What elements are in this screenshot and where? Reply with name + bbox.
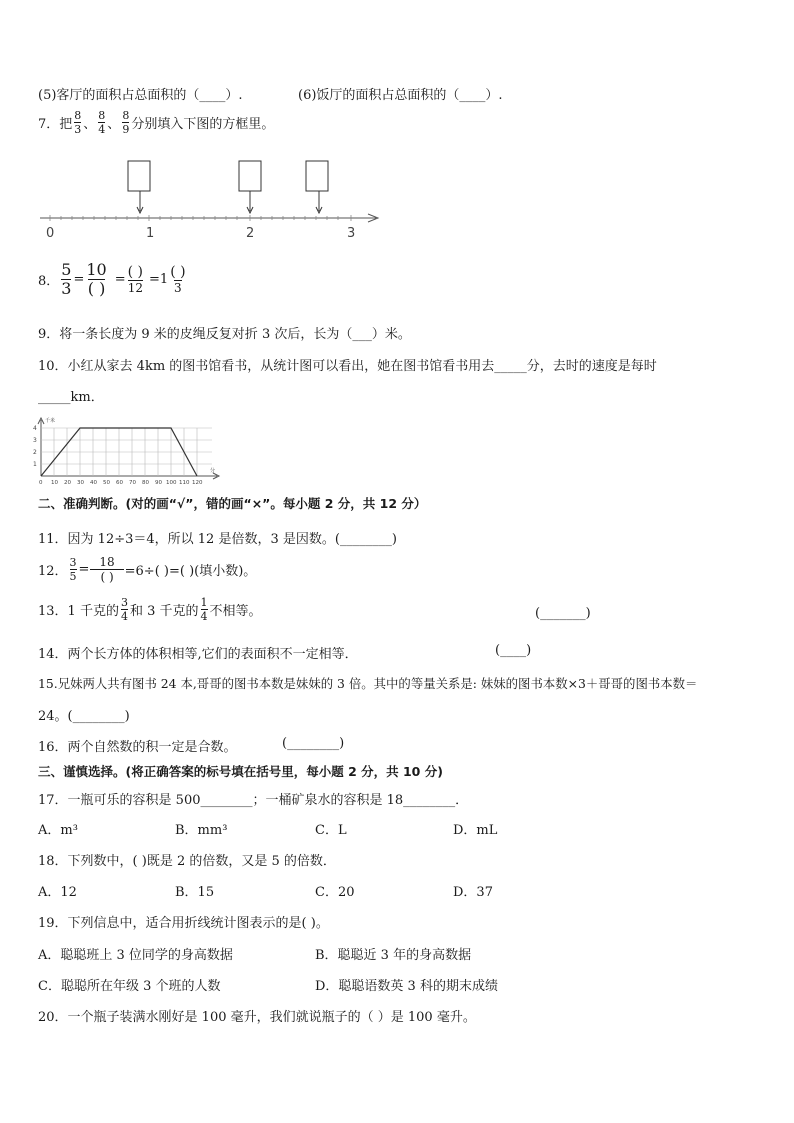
svg-text:120: 120: [192, 480, 203, 486]
q19-option-a[interactable]: A．聪聪班上 3 位同学的身高数据: [38, 948, 233, 963]
svg-text:90: 90: [155, 480, 162, 486]
question-18: 18．下列数中，( )既是 2 的倍数，又是 5 的倍数．: [38, 854, 336, 869]
q7-suffix: 分别填入下图的方框里。: [131, 117, 275, 132]
q7-fraction-1: $\frac{8}{3}$: [74, 109, 82, 136]
q17-option-a[interactable]: A．m³: [38, 823, 78, 838]
question-15-line-2: 24。(________): [38, 709, 130, 724]
q18-option-a[interactable]: A．12: [38, 885, 77, 900]
question-6: (6)饭厅的面积占总面积的（____）.: [298, 88, 503, 103]
q8-fraction-4: $\frac{( )}{3}$: [170, 264, 186, 295]
q13-fraction-2: $\frac{1}{4}$: [200, 596, 208, 623]
q7-box-3[interactable]: [306, 161, 328, 191]
q7-tick-1: 1: [146, 226, 155, 241]
q13-answer-blank[interactable]: (_______): [535, 606, 591, 621]
question-19: 19．下列信息中，适合用折线统计图表示的是( )。: [38, 916, 329, 931]
q18-option-b[interactable]: B．15: [175, 885, 215, 900]
q13-fraction-1: $\frac{3}{4}$: [120, 596, 128, 623]
q18-option-d[interactable]: D．37: [453, 885, 493, 900]
question-16: 16．两个自然数的积一定是合数。: [38, 740, 237, 755]
svg-text:70: 70: [129, 480, 136, 486]
question-8: 8． $\frac{5}{3}$ = $\frac{10}{( )}$ = $\frac{( )}{12}$ =1 $\frac{( )}{3}$: [38, 260, 186, 298]
q7-fraction-3: $\frac{8}{9}$: [122, 109, 130, 136]
question-7: 7．把 $\frac{8}{3}$ 、 $\frac{8}{4}$ 、 $\frac{8}{9}$ 分别填入下图的方框里。: [38, 109, 275, 136]
q12-fraction-1: $\frac{3}{5}$: [69, 556, 77, 583]
question-10-line-2: _____km．: [38, 390, 104, 405]
q16-answer-blank[interactable]: (________): [282, 736, 345, 751]
q17-option-b[interactable]: B．mm³: [175, 823, 228, 838]
question-5: (5)客厅的面积占总面积的（____）.: [38, 88, 243, 103]
svg-text:60: 60: [116, 480, 123, 486]
svg-text:分: 分: [210, 468, 216, 474]
svg-text:2: 2: [33, 449, 37, 456]
q10-chart: [32, 414, 222, 486]
q7-fraction-2: $\frac{8}{4}$: [98, 109, 106, 136]
q17-option-d[interactable]: D．mL: [453, 823, 498, 838]
svg-text:千米: 千米: [45, 418, 56, 424]
q7-number-line: [36, 155, 386, 245]
svg-text:1: 1: [33, 461, 37, 468]
svg-text:100: 100: [166, 480, 177, 486]
section-2-heading: 二、准确判断。(对的画“√”，错的画“×”。每小题 2 分，共 12 分）: [38, 496, 427, 511]
q19-option-c[interactable]: C．聪聪所在年级 3 个班的人数: [38, 979, 221, 994]
q19-option-b[interactable]: B．聪聪近 3 年的身高数据: [315, 948, 472, 963]
q7-tick-3: 3: [347, 226, 356, 241]
q19-option-d[interactable]: D．聪聪语数英 3 科的期末成绩: [315, 979, 498, 994]
q8-fraction-2: $\frac{10}{( )}$: [86, 260, 107, 298]
q12-fraction-2: $\frac{18}{( )}$: [90, 556, 123, 583]
svg-text:40: 40: [90, 480, 97, 486]
q7-tick-2: 2: [246, 226, 255, 241]
svg-text:50: 50: [103, 480, 110, 486]
svg-text:10: 10: [51, 480, 58, 486]
section-3-heading: 三、谨慎选择。(将正确答案的标号填在括号里，每小题 2 分，共 10 分): [38, 764, 443, 779]
q7-box-1[interactable]: [128, 161, 150, 191]
q8-fraction-1: $\frac{5}{3}$: [61, 260, 72, 298]
svg-text:80: 80: [142, 480, 149, 486]
q18-option-c[interactable]: C．20: [315, 885, 355, 900]
question-12: 12． $\frac{3}{5}$ = $\frac{18}{( )}$ =6÷( )=( )(填小数)。: [38, 555, 257, 584]
q17-option-c[interactable]: C．L: [315, 823, 347, 838]
question-20: 20．一个瓶子装满水刚好是 100 毫升，我们就说瓶子的（ ）是 100 毫升。: [38, 1010, 476, 1025]
svg-text:20: 20: [64, 480, 71, 486]
svg-text:30: 30: [77, 480, 84, 486]
question-13: 13．1 千克的 $\frac{3}{4}$ 和 3 千克的 $\frac{1}{4}$ 不相等。: [38, 596, 262, 623]
question-15-line-1: 15.兄妹两人共有图书 24 本,哥哥的图书本数是妹妹的 3 倍。其中的等量关系是: 妹妹的图书本数×3＋哥哥的图书本数＝: [38, 676, 698, 691]
question-11: 11．因为 12÷3＝4，所以 12 是倍数，3 是因数。(________): [38, 532, 398, 547]
svg-text:3: 3: [33, 437, 37, 444]
question-14: 14．两个长方体的体积相等,它们的表面积不一定相等．: [38, 647, 358, 662]
q7-box-2[interactable]: [239, 161, 261, 191]
question-9: 9．将一条长度为 9 米的皮绳反复对折 3 次后，长为（___）米。: [38, 327, 411, 342]
svg-text:4: 4: [33, 425, 37, 432]
svg-text:110: 110: [179, 480, 190, 486]
question-17: 17．一瓶可乐的容积是 500________；一桶矿泉水的容积是 18________．: [38, 793, 469, 808]
q14-answer-blank[interactable]: (____): [495, 643, 532, 658]
q8-fraction-3: $\frac{( )}{12}$: [127, 264, 144, 295]
question-10-line-1: 10．小红从家去 4km 的图书馆看书，从统计图可以看出，她在图书馆看书用去_____分，去时的速度是每时: [38, 359, 657, 374]
q7-prefix: 7．把: [38, 117, 73, 132]
q7-tick-0: 0: [46, 226, 55, 241]
svg-text:0: 0: [39, 480, 43, 486]
